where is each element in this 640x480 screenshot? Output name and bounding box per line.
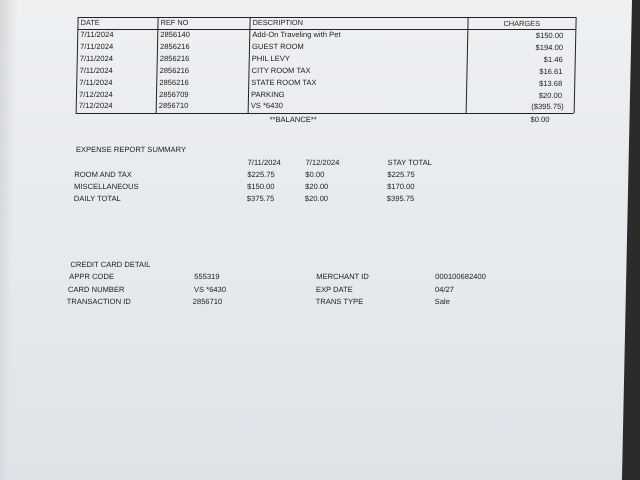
table-bottom-border [76, 113, 574, 114]
transaction-id-label: TRANSACTION ID [66, 297, 131, 306]
row-charge: $13.68 [538, 79, 563, 88]
credit-title: CREDIT CARD DETAIL [70, 260, 151, 269]
row-date: 7/12/2024 [78, 101, 113, 110]
row-ref: 2856216 [159, 66, 190, 75]
trans-type-label: TRANS TYPE [315, 297, 364, 306]
appr-code-value: 555319 [194, 272, 220, 281]
summary-row-label: DAILY TOTAL [73, 194, 121, 203]
summary-row-label: MISCELLANEOUS [73, 182, 139, 191]
header-date: DATE [80, 18, 100, 27]
summary-col-date-1: 7/11/2024 [247, 158, 281, 167]
summary-row-d1: $150.00 [246, 182, 275, 191]
card-number-value: VS *6430 [193, 285, 227, 294]
table-top-border [78, 17, 576, 18]
trans-type-value: Sale [434, 297, 450, 306]
summary-row-d2: $20.00 [304, 182, 329, 191]
summary-row-d1: $375.75 [246, 194, 275, 203]
row-description: GUEST ROOM [251, 42, 304, 51]
row-description: Add-On Traveling with Pet [252, 30, 341, 39]
summary-row-total: $170.00 [386, 182, 415, 191]
row-charge: ($395.75) [531, 102, 564, 111]
summary-row-d1: $225.75 [247, 170, 275, 179]
summary-row-total: $225.75 [387, 170, 415, 179]
balance-value: $0.00 [530, 115, 550, 124]
merchant-id-label: MERCHANT ID [316, 272, 369, 281]
summary-col-total: STAY TOTAL [387, 158, 433, 167]
row-charge: $16.61 [539, 67, 563, 76]
appr-code-label: APPR CODE [69, 272, 115, 281]
balance-label: **BALANCE** [269, 115, 317, 124]
header-ref-no: REF NO [160, 18, 189, 27]
merchant-id-value: 000100682400 [435, 272, 486, 281]
row-description: VS *6430 [250, 101, 283, 110]
summary-row-total: $395.75 [386, 194, 415, 203]
row-ref: 2856216 [159, 54, 190, 63]
row-date: 7/12/2024 [78, 90, 113, 99]
table-col-divider [466, 17, 469, 113]
summary-col-date-2: 7/12/2024 [305, 158, 340, 167]
row-description: STATE ROOM TAX [251, 78, 317, 87]
summary-row-d2: $0.00 [305, 170, 325, 179]
row-charge: $150.00 [535, 31, 564, 40]
header-description: DESCRIPTION [252, 18, 304, 27]
header-charges: CHARGES [503, 19, 541, 28]
row-description: PHIL LEVY [251, 54, 291, 63]
summary-row-label: ROOM AND TAX [74, 170, 132, 179]
row-date: 7/11/2024 [79, 78, 113, 87]
table-right-border [574, 17, 577, 113]
row-charge: $194.00 [535, 43, 564, 52]
card-number-label: CARD NUMBER [67, 285, 125, 294]
row-date: 7/11/2024 [79, 66, 113, 75]
row-charge: $20.00 [538, 91, 563, 100]
row-date: 7/11/2024 [80, 30, 114, 39]
summary-row-d2: $20.00 [304, 194, 329, 203]
row-date: 7/11/2024 [79, 42, 114, 51]
summary-title: EXPENSE REPORT SUMMARY [75, 145, 187, 154]
transaction-id-value: 2856710 [192, 297, 223, 306]
row-ref: 2856216 [159, 78, 189, 87]
row-ref: 2856216 [159, 42, 190, 51]
row-description: PARKING [250, 90, 285, 99]
row-description: CITY ROOM TAX [251, 66, 311, 75]
row-ref: 2856710 [158, 101, 189, 110]
row-ref: 2856709 [158, 90, 189, 99]
row-date: 7/11/2024 [79, 54, 114, 63]
exp-date-label: EXP DATE [315, 285, 353, 294]
exp-date-value: 04/27 [434, 285, 455, 294]
row-charge: $1.46 [543, 55, 563, 64]
row-ref: 2856140 [160, 30, 190, 39]
page-shadow [0, 0, 18, 480]
